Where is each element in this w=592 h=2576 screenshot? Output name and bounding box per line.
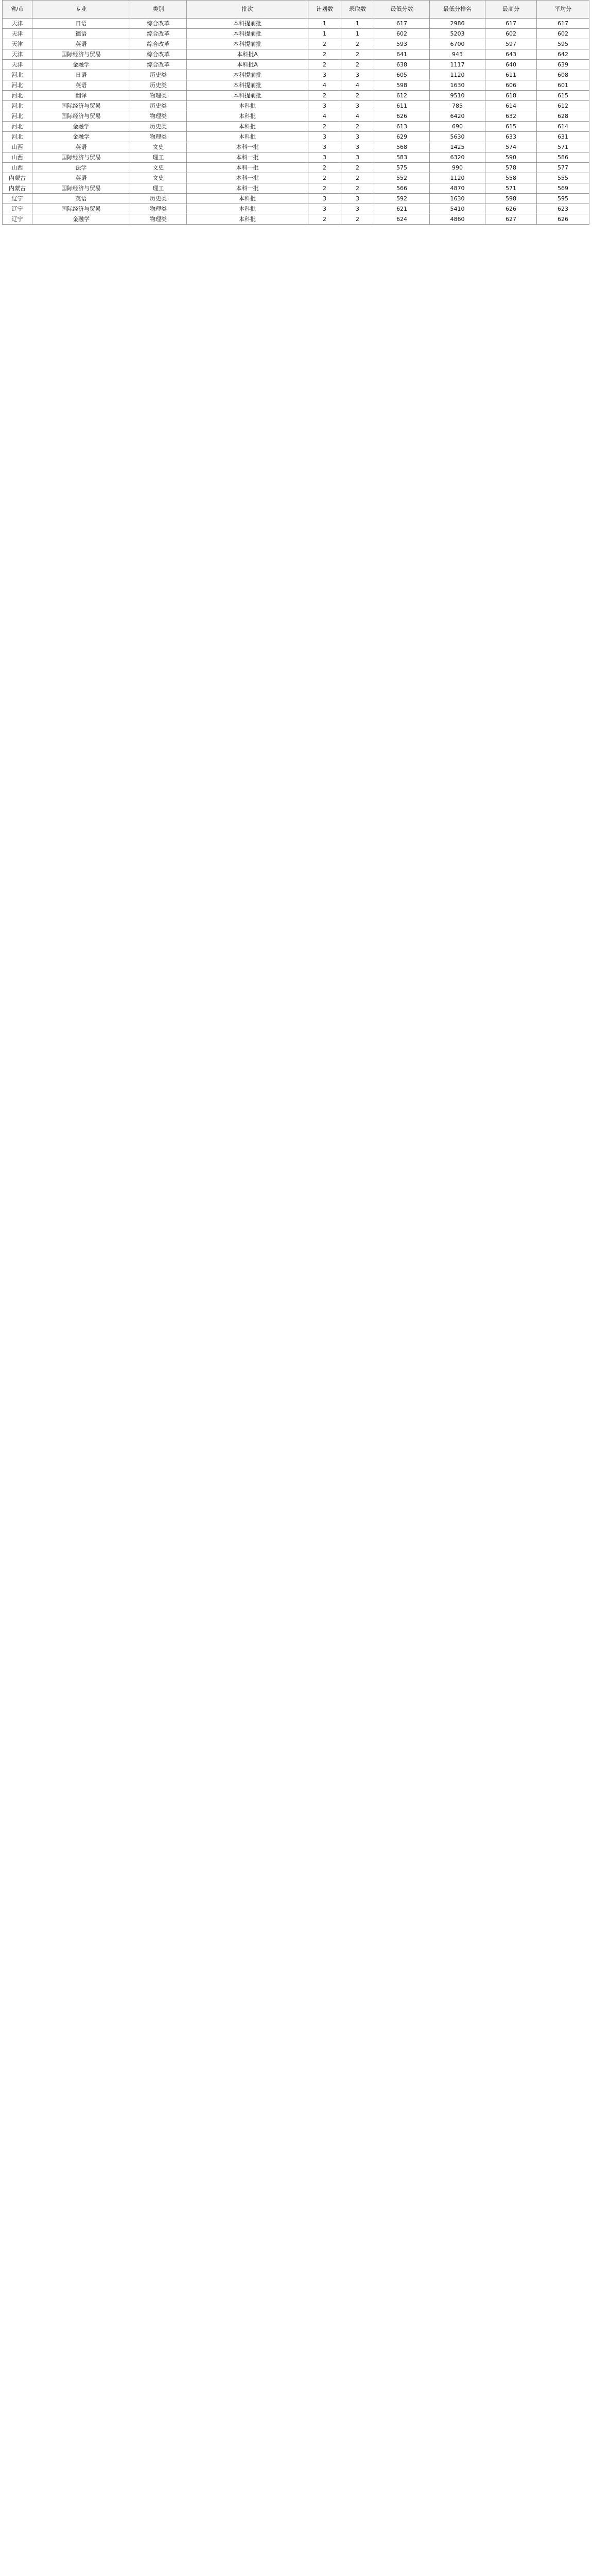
table-cell: 4 (308, 111, 341, 122)
table-cell: 河北 (3, 91, 32, 101)
table-cell: 综合改革 (130, 49, 187, 60)
table-row (3, 39, 589, 49)
column-header: 批次 (187, 1, 308, 19)
table-row (3, 132, 589, 142)
table-row (3, 152, 589, 163)
table-cell: 558 (485, 173, 537, 183)
table-row (3, 142, 589, 152)
table-row (3, 214, 589, 225)
table-cell: 1117 (430, 60, 485, 70)
table-cell: 2 (308, 183, 341, 194)
table-row (3, 173, 589, 183)
column-header: 类别 (130, 1, 187, 19)
table-cell: 2 (308, 163, 341, 173)
table-cell: 河北 (3, 80, 32, 91)
table-row (3, 80, 589, 91)
table-cell: 631 (537, 132, 589, 142)
table-cell: 山西 (3, 142, 32, 152)
table-cell: 英语 (32, 39, 130, 49)
table-cell: 国际经济与贸易 (32, 111, 130, 122)
table-cell: 河北 (3, 101, 32, 111)
table-cell: 本科一批 (187, 163, 308, 173)
table-cell: 2 (308, 91, 341, 101)
table-cell: 3 (341, 101, 374, 111)
table-cell: 2 (308, 214, 341, 225)
table-cell: 943 (430, 49, 485, 60)
table-cell: 555 (537, 173, 589, 183)
table-cell: 612 (374, 91, 430, 101)
table-cell: 本科批 (187, 101, 308, 111)
table-cell: 2 (341, 91, 374, 101)
table-cell: 632 (485, 111, 537, 122)
table-header-row (3, 1, 589, 19)
table-cell: 602 (485, 29, 537, 39)
table-cell: 金融学 (32, 214, 130, 225)
table-cell: 日语 (32, 19, 130, 29)
table-cell: 文史 (130, 142, 187, 152)
table-cell: 2 (341, 39, 374, 49)
table-cell: 日语 (32, 70, 130, 80)
table-cell: 综合改革 (130, 39, 187, 49)
table-cell: 2 (308, 173, 341, 183)
table-cell: 611 (374, 101, 430, 111)
table-cell: 辽宁 (3, 214, 32, 225)
table-row (3, 19, 589, 29)
table-cell: 566 (374, 183, 430, 194)
table-cell: 578 (485, 163, 537, 173)
table-cell: 611 (485, 70, 537, 80)
table-cell: 621 (374, 204, 430, 214)
table-cell: 本科批A (187, 60, 308, 70)
table-cell: 天津 (3, 49, 32, 60)
table-cell: 586 (537, 152, 589, 163)
table-cell: 612 (537, 101, 589, 111)
table-cell: 本科提前批 (187, 91, 308, 101)
table-cell: 本科提前批 (187, 70, 308, 80)
table-cell: 617 (537, 19, 589, 29)
table-cell: 2 (308, 49, 341, 60)
table-cell: 3 (308, 101, 341, 111)
table-cell: 568 (374, 142, 430, 152)
table-cell: 文史 (130, 163, 187, 173)
table-cell: 606 (485, 80, 537, 91)
table-cell: 4 (341, 80, 374, 91)
table-cell: 3 (341, 152, 374, 163)
table-cell: 法学 (32, 163, 130, 173)
table-cell: 国际经济与贸易 (32, 49, 130, 60)
table-cell: 626 (537, 214, 589, 225)
table-cell: 本科提前批 (187, 19, 308, 29)
table-cell: 624 (374, 214, 430, 225)
table-cell: 598 (485, 194, 537, 204)
table-cell: 山西 (3, 163, 32, 173)
table-cell: 物理类 (130, 204, 187, 214)
table-cell: 综合改革 (130, 29, 187, 39)
column-header: 录取数 (341, 1, 374, 19)
table-cell: 6320 (430, 152, 485, 163)
table-row (3, 204, 589, 214)
table-cell: 575 (374, 163, 430, 173)
table-cell: 内蒙古 (3, 173, 32, 183)
table-cell: 本科一批 (187, 183, 308, 194)
table-cell: 本科批 (187, 111, 308, 122)
table-cell: 历史类 (130, 80, 187, 91)
table-cell: 本科批 (187, 204, 308, 214)
table-cell: 物理类 (130, 214, 187, 225)
table-cell: 601 (537, 80, 589, 91)
table-row (3, 111, 589, 122)
table-cell: 3 (308, 132, 341, 142)
table-cell: 592 (374, 194, 430, 204)
table-cell: 天津 (3, 60, 32, 70)
table-cell: 583 (374, 152, 430, 163)
table-cell: 本科一批 (187, 152, 308, 163)
table-cell: 641 (374, 49, 430, 60)
table-cell: 4860 (430, 214, 485, 225)
column-header: 省/市 (3, 1, 32, 19)
table-cell: 569 (537, 183, 589, 194)
table-cell: 本科一批 (187, 142, 308, 152)
table-row (3, 183, 589, 194)
table-cell: 617 (485, 19, 537, 29)
table-cell: 2 (308, 122, 341, 132)
table-cell: 615 (537, 91, 589, 101)
table-row (3, 91, 589, 101)
table-cell: 2986 (430, 19, 485, 29)
table-row (3, 29, 589, 39)
table-cell: 河北 (3, 132, 32, 142)
table-cell: 本科批A (187, 49, 308, 60)
table-cell: 物理类 (130, 91, 187, 101)
column-header: 专业 (32, 1, 130, 19)
table-cell: 640 (485, 60, 537, 70)
table-cell: 571 (537, 142, 589, 152)
column-header: 最低分数 (374, 1, 430, 19)
table-cell: 5630 (430, 132, 485, 142)
table-cell: 595 (537, 194, 589, 204)
table-cell: 626 (374, 111, 430, 122)
table-cell: 639 (537, 60, 589, 70)
table-cell: 3 (308, 194, 341, 204)
table-cell: 2 (341, 183, 374, 194)
table-cell: 6700 (430, 39, 485, 49)
table-cell: 物理类 (130, 132, 187, 142)
table-row (3, 49, 589, 60)
table-cell: 翻译 (32, 91, 130, 101)
table-cell: 3 (341, 194, 374, 204)
table-cell: 内蒙古 (3, 183, 32, 194)
table-cell: 627 (485, 214, 537, 225)
table-row (3, 122, 589, 132)
table-cell: 598 (374, 80, 430, 91)
table-cell: 2 (341, 163, 374, 173)
table-cell: 577 (537, 163, 589, 173)
table-cell: 综合改革 (130, 60, 187, 70)
table-cell: 990 (430, 163, 485, 173)
table-cell: 643 (485, 49, 537, 60)
table-cell: 历史类 (130, 101, 187, 111)
table-cell: 本科批 (187, 214, 308, 225)
table-cell: 638 (374, 60, 430, 70)
table-cell: 德语 (32, 29, 130, 39)
table-cell: 1120 (430, 70, 485, 80)
table-cell: 571 (485, 183, 537, 194)
table-cell: 2 (341, 173, 374, 183)
table-cell: 597 (485, 39, 537, 49)
table-row (3, 70, 589, 80)
table-cell: 金融学 (32, 60, 130, 70)
table-cell: 629 (374, 132, 430, 142)
table-cell: 5410 (430, 204, 485, 214)
table-cell: 6420 (430, 111, 485, 122)
table-cell: 593 (374, 39, 430, 49)
table-row (3, 101, 589, 111)
table-cell: 642 (537, 49, 589, 60)
table-cell: 590 (485, 152, 537, 163)
table-cell: 614 (537, 122, 589, 132)
table-cell: 辽宁 (3, 204, 32, 214)
table-cell: 国际经济与贸易 (32, 204, 130, 214)
table-cell: 英语 (32, 173, 130, 183)
table-cell: 785 (430, 101, 485, 111)
table-cell: 3 (308, 70, 341, 80)
table-cell: 英语 (32, 80, 130, 91)
table-cell: 本科批 (187, 194, 308, 204)
table-cell: 608 (537, 70, 589, 80)
table-cell: 552 (374, 173, 430, 183)
table-cell: 历史类 (130, 70, 187, 80)
table-cell: 1630 (430, 194, 485, 204)
table-cell: 615 (485, 122, 537, 132)
table-cell: 河北 (3, 122, 32, 132)
table-cell: 历史类 (130, 122, 187, 132)
table-cell: 3 (308, 204, 341, 214)
table-cell: 2 (308, 60, 341, 70)
table-cell: 4 (341, 111, 374, 122)
table-cell: 2 (308, 39, 341, 49)
table-cell: 614 (485, 101, 537, 111)
table-row (3, 163, 589, 173)
table-cell: 国际经济与贸易 (32, 152, 130, 163)
table-cell: 综合改革 (130, 19, 187, 29)
table-cell: 1 (341, 19, 374, 29)
column-header: 计划数 (308, 1, 341, 19)
table-cell: 1630 (430, 80, 485, 91)
table-cell: 3 (341, 204, 374, 214)
table-cell: 3 (341, 70, 374, 80)
table-cell: 河北 (3, 70, 32, 80)
table-cell: 1 (308, 19, 341, 29)
table-body (3, 19, 589, 225)
table-cell: 金融学 (32, 132, 130, 142)
table-cell: 9510 (430, 91, 485, 101)
table-cell: 595 (537, 39, 589, 49)
table-cell: 金融学 (32, 122, 130, 132)
table-cell: 本科批 (187, 122, 308, 132)
table-cell: 国际经济与贸易 (32, 101, 130, 111)
table-cell: 2 (341, 60, 374, 70)
table-cell: 4870 (430, 183, 485, 194)
table-cell: 690 (430, 122, 485, 132)
table-cell: 本科提前批 (187, 39, 308, 49)
table-cell: 605 (374, 70, 430, 80)
table-cell: 1120 (430, 173, 485, 183)
table-cell: 本科批 (187, 132, 308, 142)
table-cell: 天津 (3, 19, 32, 29)
table-cell: 河北 (3, 111, 32, 122)
table-cell: 1425 (430, 142, 485, 152)
table-cell: 物理类 (130, 111, 187, 122)
table-cell: 2 (341, 49, 374, 60)
table-cell: 天津 (3, 39, 32, 49)
table-cell: 国际经济与贸易 (32, 183, 130, 194)
table-cell: 628 (537, 111, 589, 122)
table-cell: 602 (374, 29, 430, 39)
table-cell: 山西 (3, 152, 32, 163)
table-row (3, 194, 589, 204)
table-cell: 4 (308, 80, 341, 91)
table-cell: 613 (374, 122, 430, 132)
table-cell: 辽宁 (3, 194, 32, 204)
table-cell: 3 (341, 132, 374, 142)
table-cell: 理工 (130, 152, 187, 163)
table-cell: 3 (308, 142, 341, 152)
table-cell: 文史 (130, 173, 187, 183)
table-cell: 本科提前批 (187, 29, 308, 39)
table-cell: 626 (485, 204, 537, 214)
table-cell: 3 (308, 152, 341, 163)
table-row (3, 60, 589, 70)
admission-score-table (2, 0, 589, 225)
table-cell: 英语 (32, 142, 130, 152)
table-cell: 英语 (32, 194, 130, 204)
table-cell: 5203 (430, 29, 485, 39)
table-cell: 历史类 (130, 194, 187, 204)
column-header: 平均分 (537, 1, 589, 19)
table-cell: 617 (374, 19, 430, 29)
table-cell: 本科提前批 (187, 80, 308, 91)
table-cell: 1 (308, 29, 341, 39)
table-cell: 623 (537, 204, 589, 214)
table-cell: 602 (537, 29, 589, 39)
table-cell: 574 (485, 142, 537, 152)
table-cell: 1 (341, 29, 374, 39)
table-cell: 理工 (130, 183, 187, 194)
column-header: 最高分 (485, 1, 537, 19)
table-cell: 3 (341, 142, 374, 152)
column-header: 最低分排名 (430, 1, 485, 19)
table-cell: 633 (485, 132, 537, 142)
table-cell: 2 (341, 122, 374, 132)
table-cell: 2 (341, 214, 374, 225)
table-cell: 天津 (3, 29, 32, 39)
table-cell: 本科一批 (187, 173, 308, 183)
table-cell: 618 (485, 91, 537, 101)
